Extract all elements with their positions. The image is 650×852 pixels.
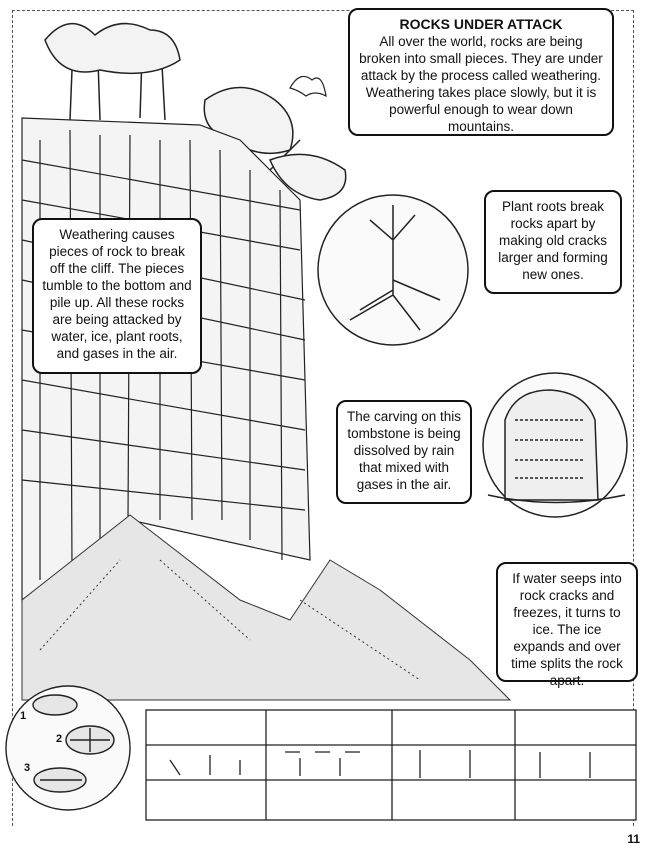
intro-text: All over the world, rocks are being broken into small pieces. They are under attack by the process called weathering. Weathering takes place slowly, but it is powerful enough to wear down mountains. [359, 34, 603, 134]
pebble-label-2: 2 [56, 733, 63, 745]
roots-callout [484, 190, 622, 294]
cliff-callout [32, 218, 202, 374]
ice-callout [496, 562, 638, 688]
ice-text: If water seeps into rock cracks and freezes, it turns to ice. The ice expands and over time splits the rock apart. [511, 571, 623, 688]
roots-circle-illustration [318, 195, 468, 345]
page-title: ROCKS UNDER ATTACK [399, 16, 563, 32]
page-number: 11 [627, 832, 640, 846]
pebble-label-1: 1 [20, 710, 27, 722]
tombstone-circle-illustration [483, 373, 627, 517]
bird-icon [290, 76, 326, 96]
intro-callout [348, 8, 614, 136]
pebble-label-3: 3 [24, 762, 31, 774]
tombstone-callout [336, 400, 472, 504]
tombstone-text: The carving on this tombstone is being dissolved by rain that mixed with gases in the air. [346, 409, 462, 492]
roots-text: Plant roots break rocks apart by making old cracks larger and forming new ones. [498, 199, 608, 282]
pebble-circle-illustration [6, 686, 130, 810]
ice-panels-illustration [146, 710, 636, 820]
cliff-text: Weathering causes pieces of rock to break off the cliff. The pieces tumble to the bottom and pile up. All these rocks are being attacked by water, ice, plant roots, and gases in the air. [42, 227, 192, 361]
